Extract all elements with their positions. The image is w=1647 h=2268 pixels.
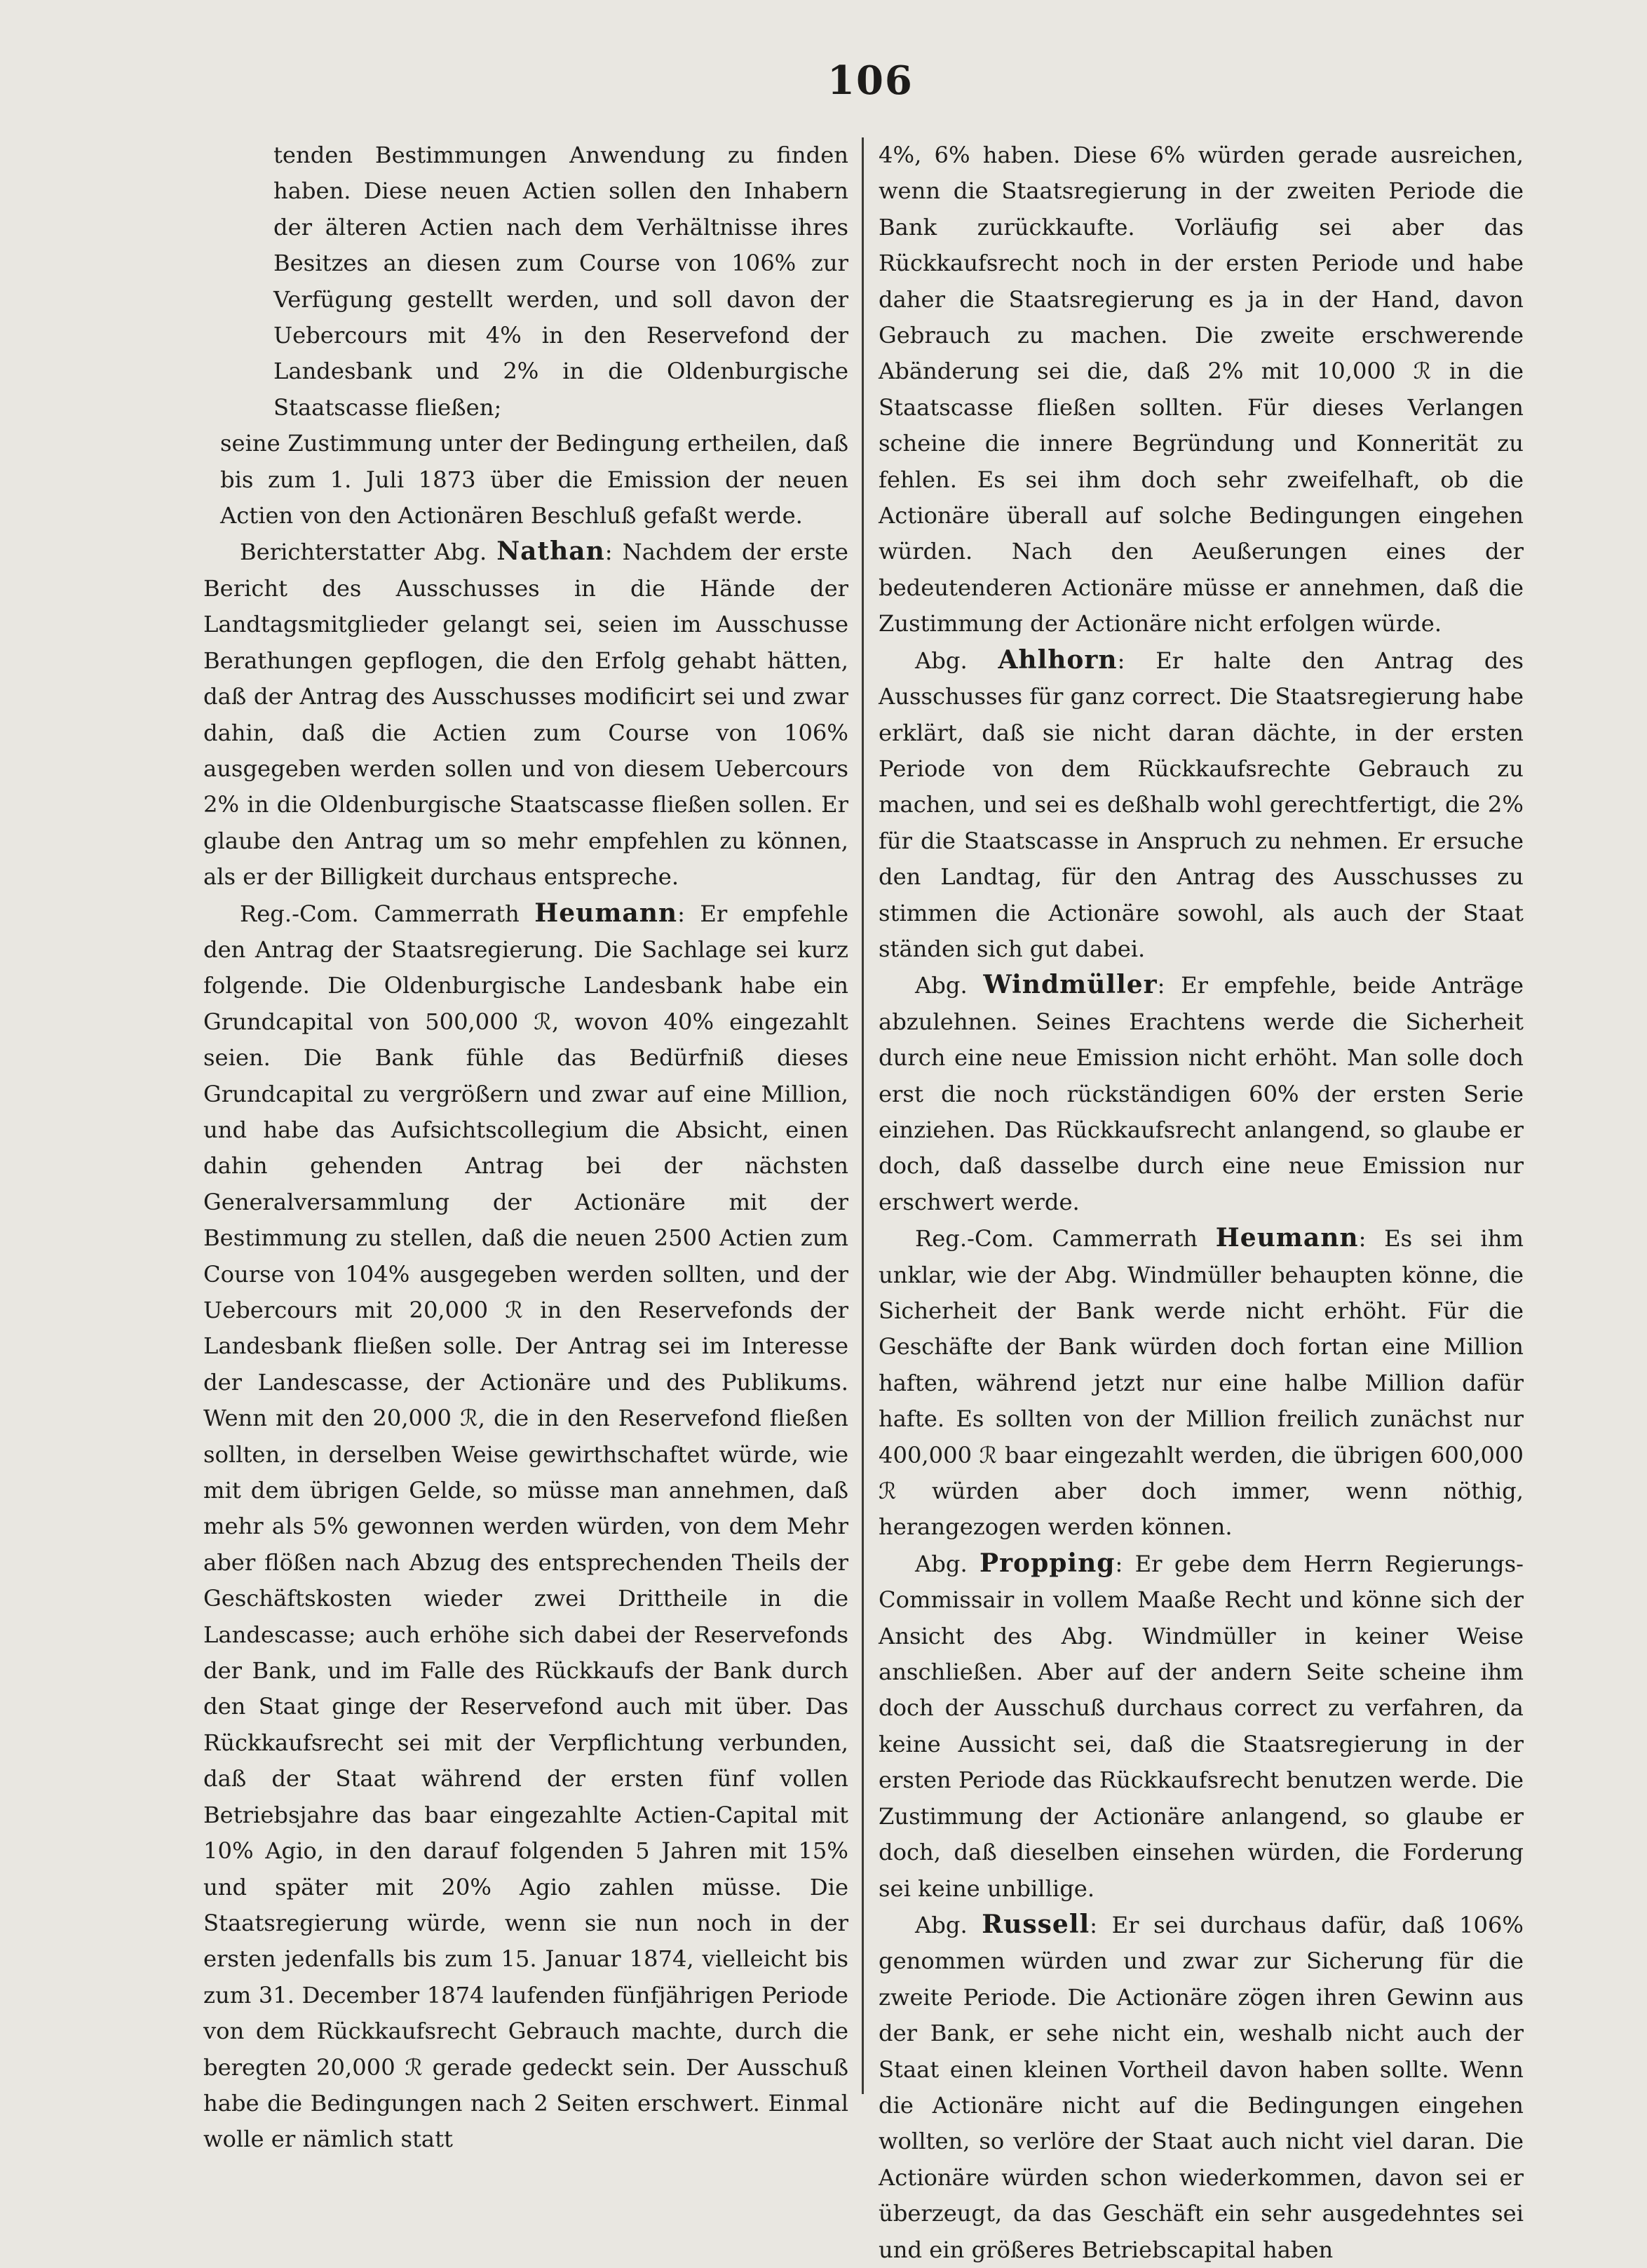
speech-text: : Es sei ihm unklar, wie der Abg. Windmüller behaupten könne, die Sicherheit der Bank werde nicht erhöht. Für die Geschäfte der Bank würden doch fortan eine Million haften, während jetzt nur eine halbe Million dafür hafte. Es sollten von der Million freilich zunächst nur 400,000 ℛ baar eingezahlt werden, die übrigen 600,000 ℛ würden aber doch immer, wenn nöthig, herangezogen werden können. <box>879 1225 1524 1541</box>
speech-text: : Nachdem der erste Bericht des Ausschusses in die Hände der Landtagsmitglieder gelangt sei, seien im Ausschusse Berathungen gepflogen, die den Erfolg gehabt hätten, daß der Antrag des Ausschusses modificirt sei und zwar dahin, daß die Actien zum Course von 106% ausgegeben werden sollen und von diesem Uebercours 2% in die Oldenburgische Staatscasse fließen sollen. Er glaube den Antrag um so mehr empfehlen zu können, als er der Billigkeit durchaus entspreche. <box>203 539 848 891</box>
speech-text: : Er empfehle den Antrag der Staatsregierung. Die Sachlage sei kurz folgende. Die Oldenburgische Landesbank habe ein Grundcapital von 500,000 ℛ, wovon 40% eingezahlt seien. Die Bank fühle das Bedürfniß dieses Grundcapital zu vergrößern und zwar auf eine Million, und habe das Aufsichtscollegium die Absicht, einen dahin gehenden Antrag bei der nächsten Generalversammlung der Actionäre mit der Bestimmung zu stellen, daß die neuen 2500 Actien zum Course von 104% ausgegeben werden sollten, und der Uebercours mit 20,000 ℛ in den Reservefonds der Landesbank fließen solle. Der Antrag sei im Interesse der Landescasse, der Actionäre und des Publikums. Wenn mit den 20,000 ℛ, die in den Reservefond fließen sollten, in derselben Weise gewirthschaftet würde, wie mit dem übrigen Gelde, so müsse man annehmen, daß mehr als 5% gewonnen werden würden, von dem Mehr aber flößen nach Abzug des entsprechenden Theils der Geschäftskosten wieder zwei Drittheile in die Landescasse; auch erhöhe sich dabei der Reservefonds der Bank, und im Falle des Rückkaufs der Bank durch den Staat ginge der Reservefond auch mit über. Das Rückkaufsrecht sei mit der Verpflichtung verbunden, daß der Staat während der ersten fünf vollen Betriebsjahre das baar eingezahlte Actien-Capital mit 10% Agio, in den darauf folgenden 5 Jahren mit 15% und später mit 20% Agio zahlen müsse. Die Staatsregierung würde, wenn sie nun noch in der ersten jedenfalls bis zum 15. Januar 1874, vielleicht bis zum 31. December 1874 laufenden fünfjährigen Periode von dem Rückkaufsrecht Gebrauch machte, durch die beregten 20,000 ℛ gerade gedeckt sein. Der Ausschuß habe die Bedingungen nach 2 Seiten erschwert. Einmal wolle er nämlich statt <box>203 900 848 2153</box>
speech-paragraph <box>879 1907 1524 2268</box>
speaker-name: Propping <box>980 1548 1116 1578</box>
speaker-name: Russell <box>982 1909 1090 1939</box>
speaker-name: Windmüller <box>983 970 1158 1000</box>
speaker-name: Heumann <box>534 898 678 928</box>
speaker-role: Abg. <box>915 1911 982 1938</box>
speaker-role: Reg.-Com. Cammerrath <box>915 1225 1216 1253</box>
speech-paragraph <box>203 896 848 2158</box>
speech-text: : Er halte den Antrag des Ausschusses für ganz correct. Die Staatsregierung habe erklärt, daß sie nicht daran dächte, in der ersten Periode von dem Rückkaufsrechte Gebrauch zu machen, und sei es deßhalb wohl gerechtfertigt, die 2% für die Staatscasse in Anspruch zu nehmen. Er ersuche den Landtag, für den Antrag des Ausschusses zu stimmen die Actionäre sowohl, als auch der Staat ständen sich gut dabei. <box>879 647 1524 962</box>
speaker-role: Abg. <box>915 1550 980 1577</box>
page-number: 106 <box>827 58 914 104</box>
motion-paragraph: seine Zustimmung unter der Bedingung ertheilen, daß bis zum 1. Juli 1873 über die Emission der neuen Actien von den Actionären Beschluß gefaßt werde. <box>220 430 848 529</box>
speech-paragraph <box>879 642 1524 968</box>
speech-text: : Er empfehle, beide Anträge abzulehnen. Seines Erachtens werde die Sicherheit durch eine neue Emission nicht erhöht. Man solle doch erst die noch rückständigen 60% der ersten Serie einziehen. Das Rückkaufsrecht anlangend, so glaube er doch, daß dasselbe durch eine neue Emission nur erschwert werde. <box>879 972 1524 1215</box>
speaker-role: Abg. <box>915 647 998 674</box>
speaker-role: Reg.-Com. Cammerrath <box>240 900 535 927</box>
speech-paragraph <box>203 534 848 895</box>
motion-paragraph: tenden Bestimmungen Anwendung zu finden haben. Diese neuen Actien sollen den Inhabern der älteren Actien nach dem Verhältnisse ihres Besitzes an diesen zum Course von 106% zur Verfügung gestellt werden, und soll davon der Uebercours mit 4% in den Reservefond der Landesbank und 2% in die Oldenburgische Staatscasse fließen; <box>273 142 848 421</box>
continuation-paragraph: 4%, 6% haben. Diese 6% würden gerade ausreichen, wenn die Staatsregierung in der zweiten Periode die Bank zurückkaufte. Vorläufig sei aber das Rückkaufsrecht noch in der ersten Periode und habe daher die Staatsregierung es ja in der Hand, davon Gebrauch zu machen. Die zweite erschwerende Abänderung sei die, daß 2% mit 10,000 ℛ in die Staatscasse fließen sollten. Für dieses Verlangen scheine die innere Begründung und Konnerität zu fehlen. Es sei ihm doch sehr zweifelhaft, ob die Actionäre überall auf solche Bedingungen eingehen würden. Nach den Aeußerungen eines der bedeutenderen Actionäre müsse er annehmen, daß die Zustimmung der Actionäre nicht erfolgen würde. <box>879 142 1524 637</box>
column-divider <box>862 137 864 2094</box>
speech-paragraph <box>879 967 1524 1220</box>
right-column <box>879 137 1524 2268</box>
speech-text: : Er gebe dem Herrn Regierungs-Commissair in vollem Maaße Recht und könne sich der Ansicht des Abg. Windmüller in keiner Weise anschließen. Aber auf der andern Seite scheine ihm doch der Ausschuß durchaus correct zu verfahren, da keine Aussicht sei, daß die Staatsregierung in der ersten Periode das Rückkaufsrecht benutzen werde. Die Zustimmung der Actionäre anlangend, so glaube er doch, daß dieselben einsehen würden, die Forderung sei keine unbillige. <box>879 1550 1524 1902</box>
speech-text: : Er sei durchaus dafür, daß 106% genommen würden und zwar zur Sicherung für die zweite Periode. Die Actionäre zögen ihren Gewinn aus der Bank, er sehe nicht ein, weshalb nicht auch der Staat einen kleinen Vortheil davon haben sollte. Wenn die Actionäre nicht auf die Bedingungen eingehen wollten, so verlöre der Staat auch nicht viel daran. Die Actionäre würden schon wiederkommen, davon sei er überzeugt, da das Geschäft ein sehr ausgedehntes sei und ein größeres Betriebscapital haben <box>879 1911 1524 2263</box>
speech-paragraph <box>879 1220 1524 1546</box>
speech-paragraph <box>879 1546 1524 1907</box>
speaker-role: Berichterstatter Abg. <box>240 539 497 566</box>
speaker-name: Heumann <box>1215 1223 1359 1253</box>
left-column <box>203 137 848 2158</box>
speaker-role: Abg. <box>915 972 984 999</box>
speaker-name: Ahlhorn <box>998 644 1118 675</box>
speaker-name: Nathan <box>496 536 605 567</box>
